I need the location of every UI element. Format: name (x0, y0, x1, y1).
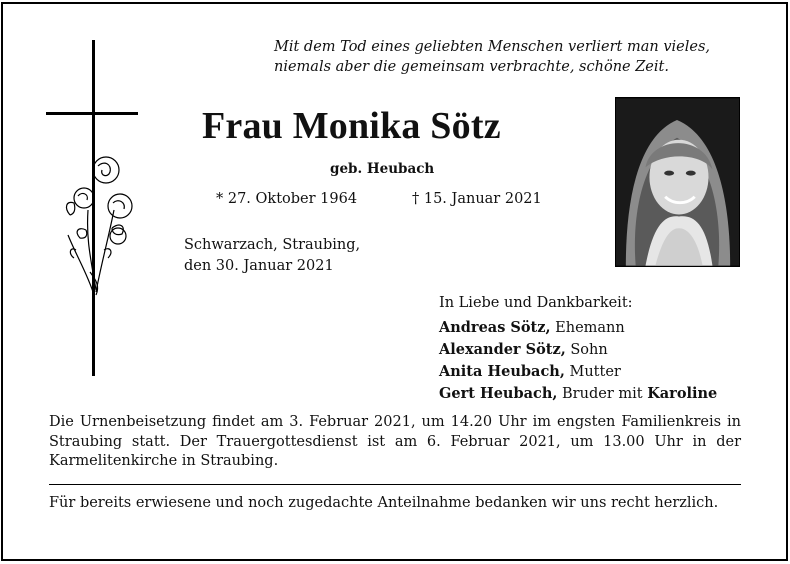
mourner-name: Gert Heubach, (439, 385, 558, 402)
funeral-details: Die Urnenbeisetzung findet am 3. Februar 2021, um 14.20 Uhr im engsten Familienkreis in Straubing statt. Der Trauergottesdienst ist am 6. Februar 2021, um 13.00 Uhr in der Karmelitenkirche in Straubing. (49, 414, 741, 469)
mourner-relation: Sohn (565, 342, 608, 358)
cross-with-roses-icon (46, 40, 146, 376)
mourner-extra-name: Karoline (647, 385, 718, 402)
mourner-item (439, 383, 717, 405)
mourner-name: Alexander Sötz, (439, 341, 566, 358)
mourners-list (439, 317, 717, 405)
mourner-relation: Ehemann (550, 320, 625, 336)
mourner-name: Andreas Sötz, (439, 319, 551, 336)
mourner-name: Anita Heubach, (439, 363, 565, 380)
thanks-intro: In Liebe und Dankbarkeit: (439, 295, 633, 311)
place-and-date: Schwarzach, Straubing, den 30. Januar 2021 (184, 237, 361, 274)
portrait-photo (615, 97, 740, 267)
mourner-item (439, 317, 717, 339)
mourner-item (439, 361, 717, 383)
born-name: geb. Heubach (330, 161, 435, 177)
closing-thanks: Für bereits erwiesene und noch zugedachte Anteilnahme bedanken wir uns recht herzlich. (49, 495, 719, 511)
motto-quote: Mit dem Tod eines geliebten Menschen verliert man vieles, niemals aber die gemeinsam verbrachte, schöne Zeit. (274, 39, 710, 75)
mourner-relation: Bruder mit (557, 386, 648, 402)
mourner-relation: Mutter (564, 364, 621, 380)
birth-date: * 27. Oktober 1964 (216, 191, 358, 207)
death-date: † 15. Januar 2021 (412, 191, 542, 207)
deceased-name: Frau Monika Sötz (202, 105, 501, 147)
divider-line (49, 484, 741, 485)
mourner-item (439, 339, 717, 361)
